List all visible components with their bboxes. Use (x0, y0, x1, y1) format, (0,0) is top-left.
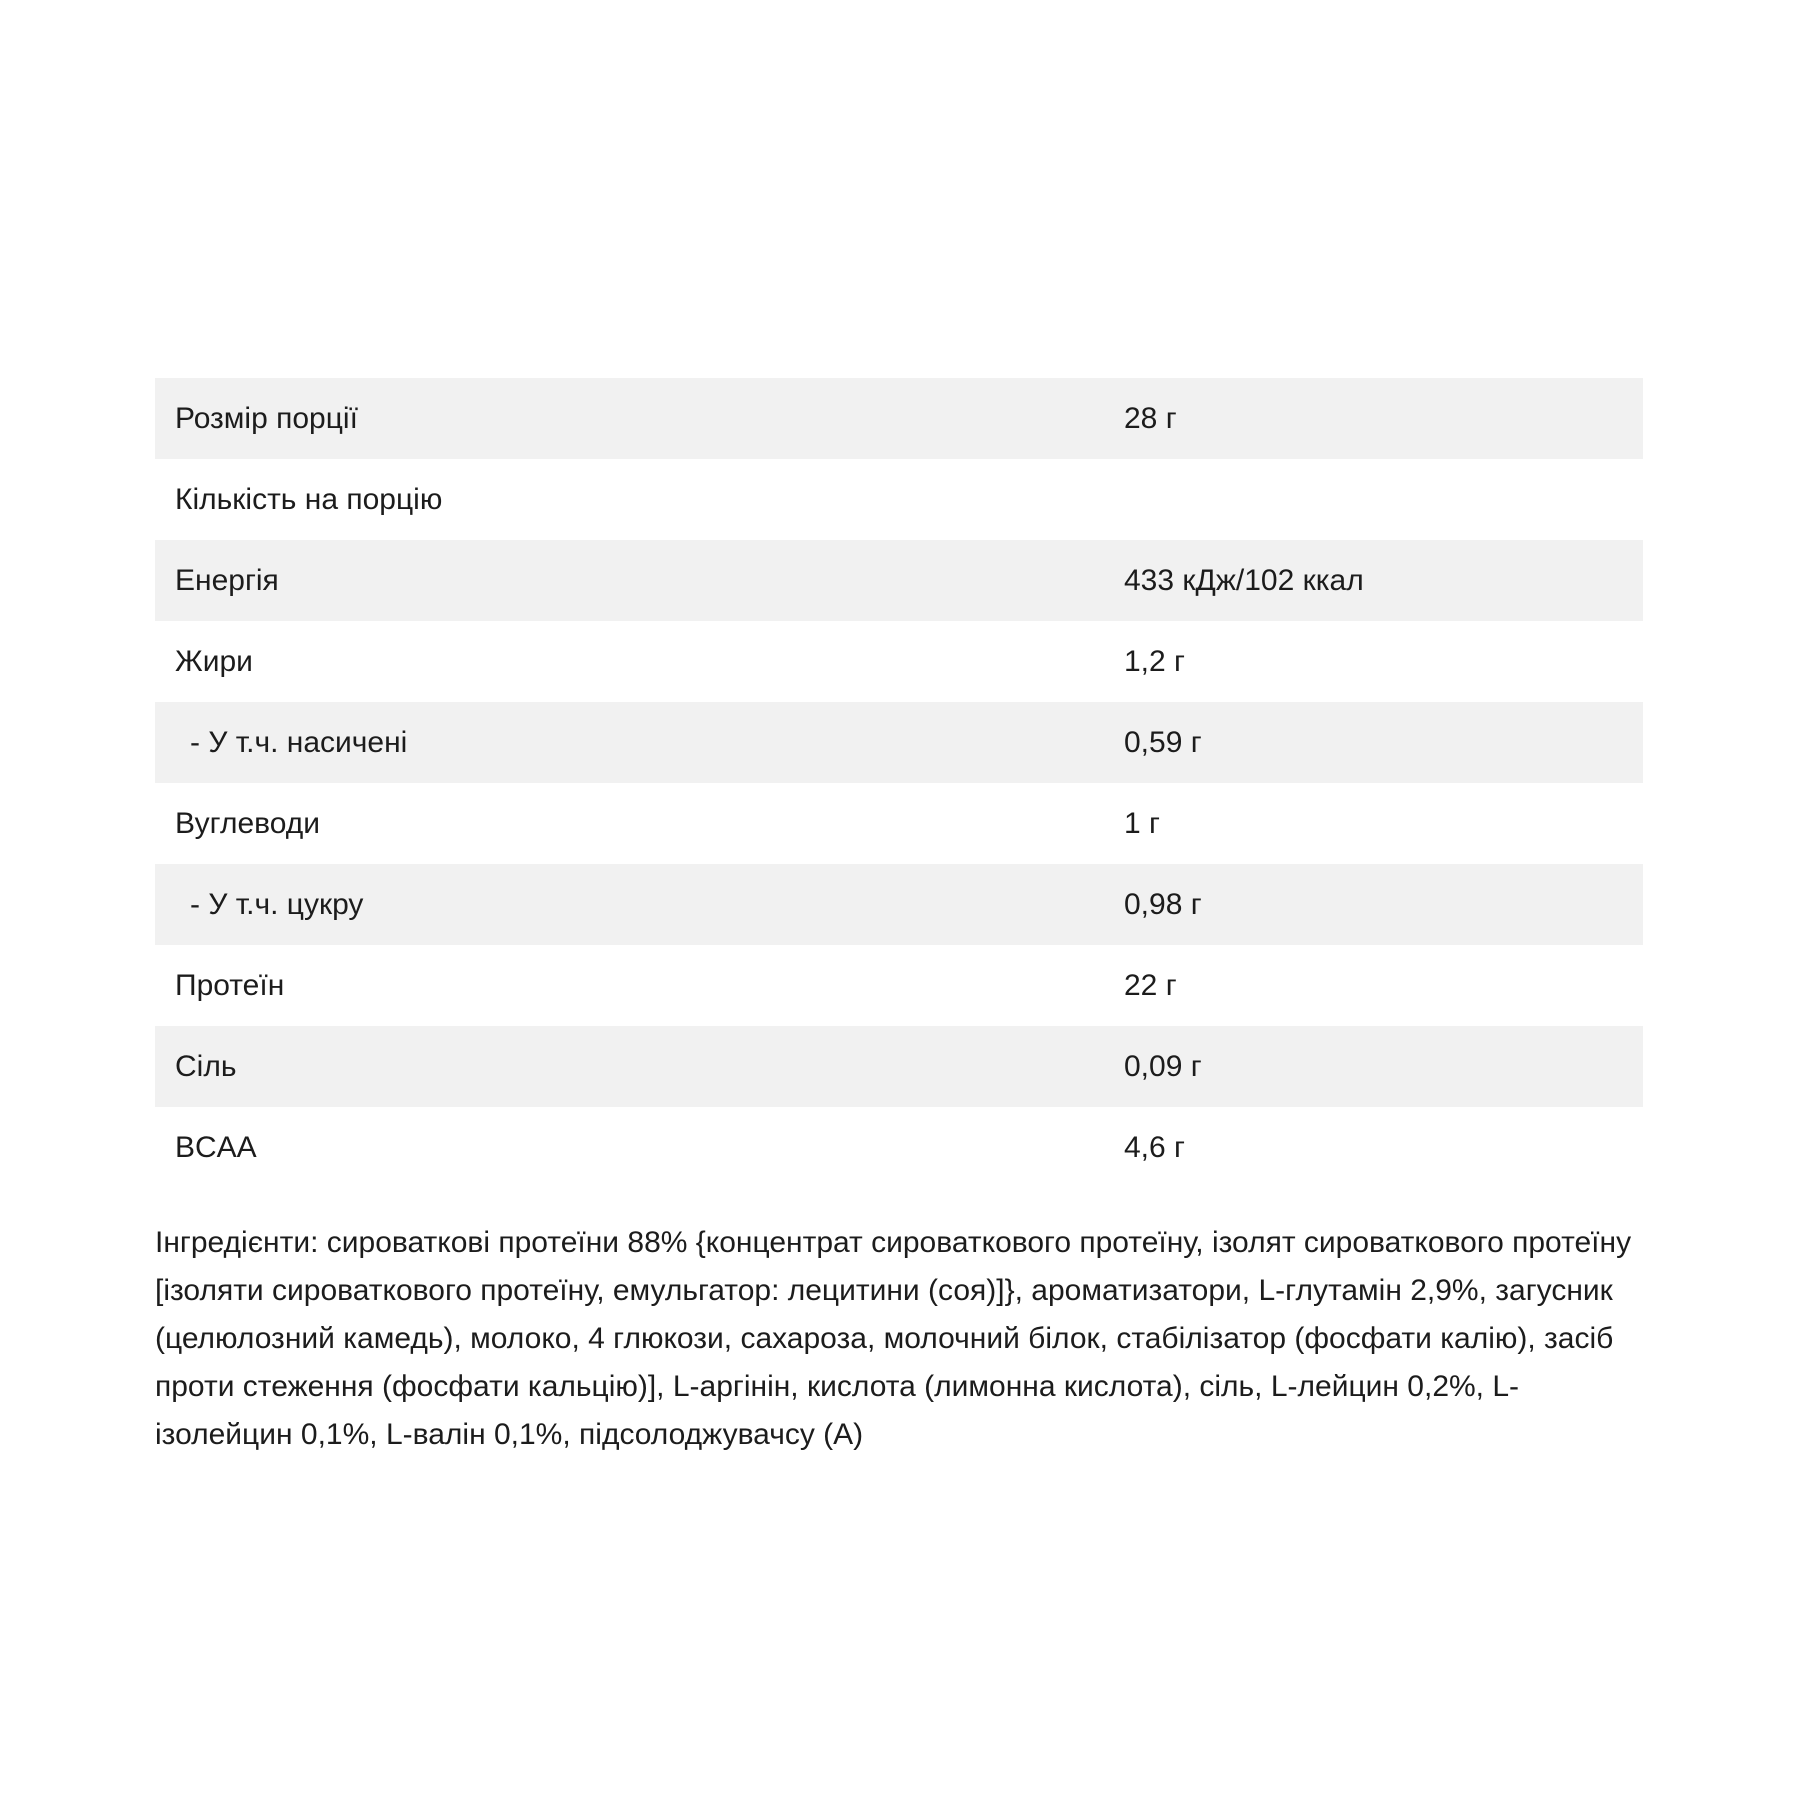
table-row (155, 945, 1643, 1026)
table-row (155, 1026, 1643, 1107)
nutrition-table (155, 378, 1643, 1188)
row-value: 1,2 г (1124, 645, 1185, 678)
row-label: Енергія (175, 564, 279, 597)
row-label: - У т.ч. цукру (190, 888, 364, 921)
table-row (155, 459, 1643, 540)
row-label: Вуглеводи (175, 807, 321, 840)
row-label: Протеїн (175, 969, 285, 1002)
row-value: 0,09 г (1124, 1050, 1202, 1083)
row-label: Жири (175, 645, 253, 678)
row-label: BCAA (175, 1131, 257, 1164)
row-value: 1 г (1124, 807, 1160, 840)
row-value: 433 кДж/102 ккал (1124, 564, 1364, 597)
table-row (155, 540, 1643, 621)
table-row (155, 621, 1643, 702)
row-label: Кількість на порцію (175, 483, 443, 516)
row-value: 28 г (1124, 402, 1177, 435)
row-value: 0,59 г (1124, 726, 1202, 759)
row-label: - У т.ч. насичені (190, 726, 408, 759)
table-row (155, 864, 1643, 945)
row-label: Розмір порції (175, 402, 358, 435)
table-row (155, 702, 1643, 783)
row-value: 22 г (1124, 969, 1177, 1002)
row-value: 4,6 г (1124, 1131, 1185, 1164)
table-row (155, 783, 1643, 864)
table-row (155, 1107, 1643, 1188)
table-row (155, 378, 1643, 459)
row-label: Сіль (175, 1050, 237, 1083)
ingredients-paragraph: Інгредієнти: сироваткові протеїни 88% {концентрат сироваткового протеїну, ізолят сироваткового протеїну [ізоляти сироваткового протеїну, емульгатор: лецитини (соя)]}, ароматизатори, L-глутамін 2,9%, загусник (целюлозний камедь), молоко, 4 глюкози, сахароза, молочний білок, стабілізатор (фосфати калію), засіб проти стеження (фосфати кальцію)], L-аргінін, кислота (лимонна кислота), сіль, L-лейцин 0,2%, L-ізолейцин 0,1%, L-валін 0,1%, підсолоджувачсу (А) (155, 1226, 1632, 1451)
row-value: 0,98 г (1124, 888, 1202, 921)
